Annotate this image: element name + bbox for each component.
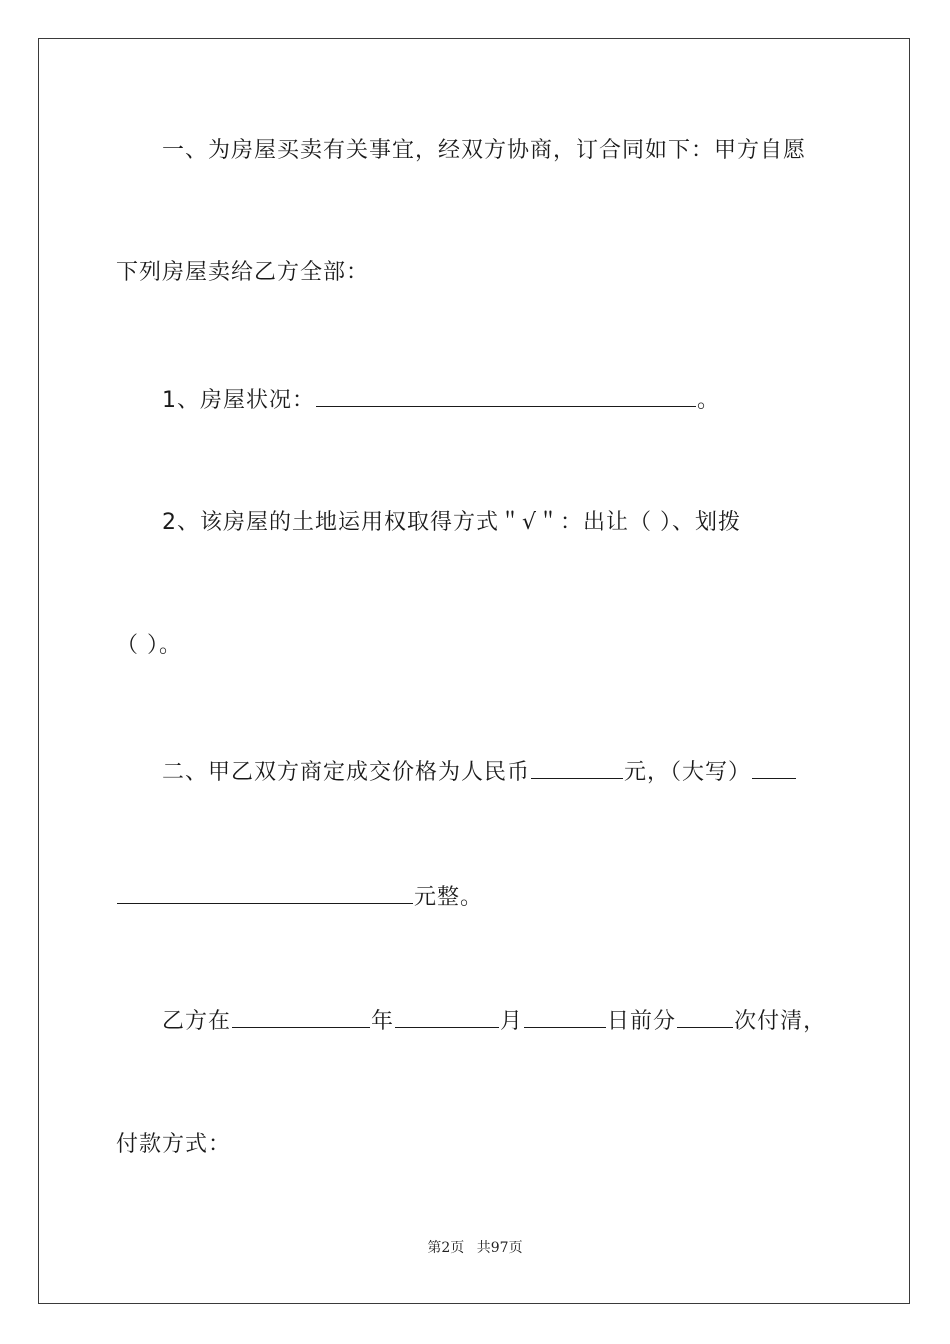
price-words-blank-start[interactable] [752, 756, 796, 779]
clause-2-price [162, 756, 797, 788]
page-border [38, 38, 910, 1304]
pay-month: 月 [500, 1009, 524, 1034]
item-2-text: 2、该房屋的土地运用权取得方式＂√＂：出让（ ）、划拨 [162, 510, 742, 535]
pay-times: 次付清， [734, 1009, 827, 1034]
page-number: 第2页 [427, 1240, 465, 1256]
clause-1-intro-cont-text: 下列房屋卖给乙方全部： [116, 260, 370, 285]
pay-month-blank[interactable] [395, 1005, 499, 1028]
pay-year-blank[interactable] [232, 1005, 370, 1028]
house-status-blank[interactable] [316, 384, 696, 407]
pay-method-text: 付款方式： [116, 1132, 232, 1157]
page-total: 共97页 [476, 1240, 523, 1256]
pay-day: 日前分 [607, 1009, 677, 1034]
item-2-cont [116, 631, 182, 661]
pay-day-blank[interactable] [524, 1005, 606, 1028]
clause-2-a: 二、甲乙双方商定成交价格为人民币 [162, 760, 531, 785]
price-words-blank[interactable] [117, 881, 413, 904]
page-footer [0, 1237, 950, 1257]
payment-method [116, 1130, 231, 1160]
pay-year: 年 [371, 1009, 395, 1034]
item-1-label: 1、房屋状况： [162, 388, 315, 413]
clause-1-intro [162, 136, 806, 166]
clause-2-cont-end: 元整。 [414, 885, 484, 910]
pay-times-blank[interactable] [677, 1005, 733, 1028]
clause-1-intro-text: 一、为房屋买卖有关事宜，经双方协商，订合同如下：甲方自愿 [162, 138, 807, 163]
clause-1-intro-cont [116, 258, 369, 288]
item-2-land-rights [162, 508, 741, 538]
item-2-cont-text: （ ）。 [116, 633, 182, 658]
price-number-blank[interactable] [531, 756, 623, 779]
payment-schedule [162, 1005, 826, 1037]
pay-a: 乙方在 [162, 1009, 232, 1034]
clause-2-cont [116, 881, 483, 913]
clause-2-b: 元，（大写） [624, 760, 752, 785]
item-1-house-status [162, 384, 720, 416]
item-1-end: 。 [697, 388, 721, 413]
